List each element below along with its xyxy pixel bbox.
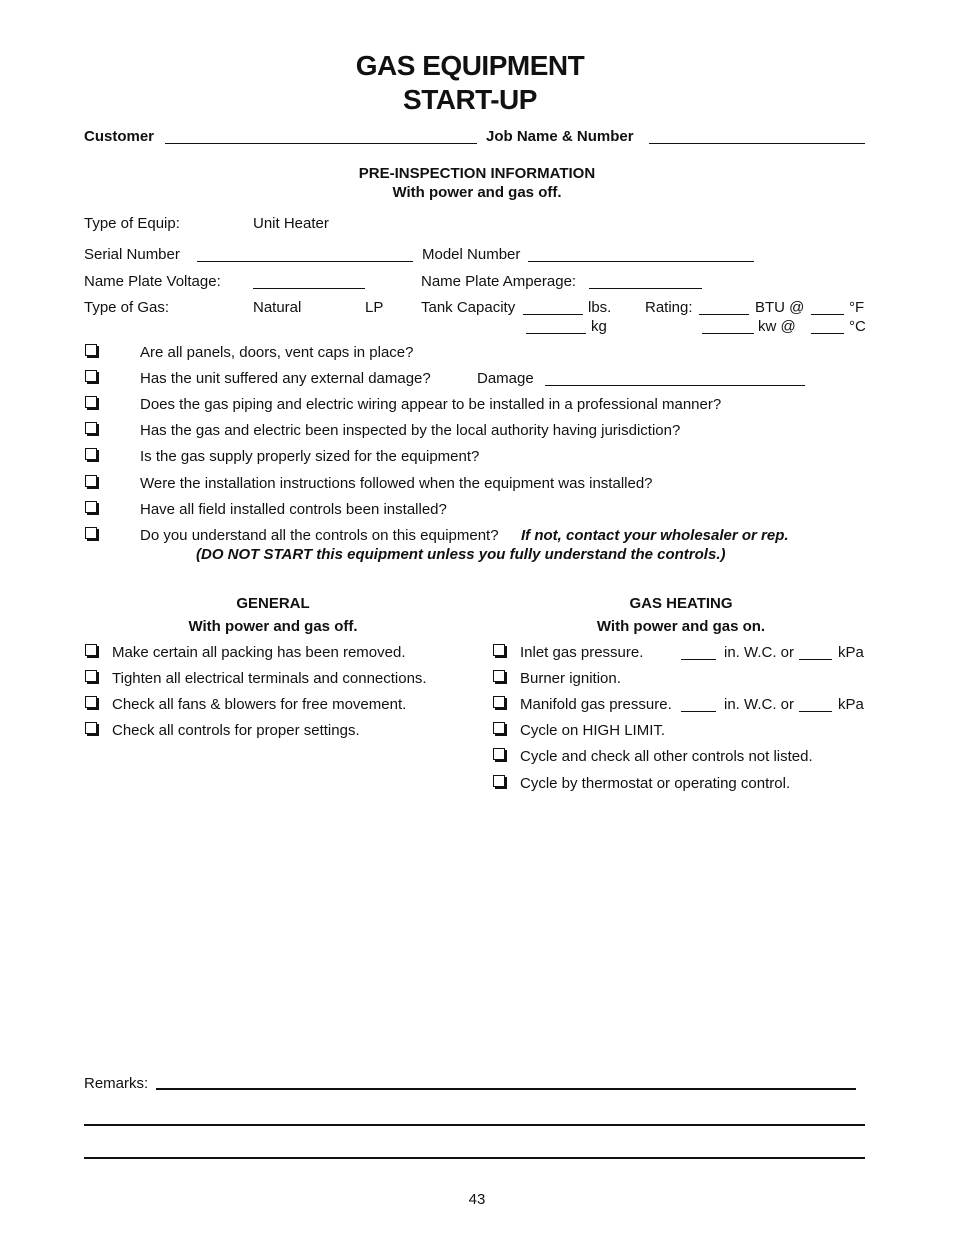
checkbox[interactable] [85, 722, 97, 734]
amperage-field[interactable] [589, 288, 702, 289]
serial-label: Serial Number [84, 246, 180, 263]
checkbox[interactable] [493, 748, 505, 760]
rating-kw-label: kw @ [758, 318, 796, 335]
checkbox[interactable] [85, 527, 97, 539]
type-equip-value: Unit Heater [253, 215, 329, 232]
question-item: Have all field installed controls been installed? [140, 501, 447, 518]
gas-heating-item: Burner ignition. [520, 670, 621, 687]
question-item: Has the unit suffered any external damage? [140, 370, 431, 387]
damage-field[interactable] [545, 385, 805, 386]
checkbox[interactable] [493, 722, 505, 734]
checkbox[interactable] [493, 696, 505, 708]
job-field[interactable] [649, 143, 865, 144]
general-heading: GENERAL [236, 595, 310, 612]
inlet-wc-field[interactable] [681, 659, 716, 660]
checkbox[interactable] [85, 501, 97, 513]
checkbox[interactable] [85, 670, 97, 682]
checkbox[interactable] [493, 670, 505, 682]
checkbox[interactable] [85, 644, 97, 656]
question-item: Has the gas and electric been inspected by the local authority having jurisdiction? [140, 422, 681, 439]
question-item: Does the gas piping and electric wiring appear to be installed in a professional manner? [140, 396, 722, 413]
manifold-kpa-field[interactable] [799, 711, 832, 712]
gas-natural-option[interactable]: Natural [253, 299, 302, 316]
rating-btu-field[interactable] [699, 314, 749, 315]
general-item: Check all fans & blowers for free movement. [112, 696, 407, 713]
serial-field[interactable] [197, 261, 413, 262]
general-item: Make certain all packing has been removed. [112, 644, 406, 661]
manifold-wc-field[interactable] [681, 711, 716, 712]
gas-heating-item: Manifold gas pressure. [520, 696, 672, 713]
checkbox[interactable] [85, 475, 97, 487]
general-item: Tighten all electrical terminals and connections. [112, 670, 427, 687]
job-label: Job Name & Number [486, 128, 634, 145]
rating-kw-field[interactable] [702, 333, 754, 334]
unit-wc: in. W.C. or [724, 696, 795, 713]
question-item: Do you understand all the controls on this equipment? [140, 527, 499, 544]
gas-type-label: Type of Gas: [84, 299, 170, 316]
checkbox[interactable] [85, 448, 97, 460]
question-item: Is the gas supply properly sized for the equipment? [140, 448, 480, 465]
gas-heating-item: Cycle and check all other controls not listed. [520, 748, 813, 765]
remarks-label: Remarks: [84, 1075, 149, 1092]
remarks-field-line-3[interactable] [84, 1157, 865, 1159]
unit-kpa: kPa [838, 644, 864, 661]
unit-celsius: °C [849, 318, 866, 335]
page-title: GAS EQUIPMENT [355, 50, 585, 81]
tank-unit-lbs: lbs. [588, 299, 612, 316]
general-item: Check all controls for proper settings. [112, 722, 360, 739]
unit-fahrenheit: °F [849, 299, 865, 316]
model-label: Model Number [422, 246, 521, 263]
gas-heating-item: Cycle on HIGH LIMIT. [520, 722, 666, 739]
question-item: Were the installation instructions followed when the equipment was installed? [140, 475, 653, 492]
general-subheading: With power and gas off. [188, 618, 358, 635]
remarks-field-line-2[interactable] [84, 1124, 865, 1126]
model-field[interactable] [528, 261, 754, 262]
customer-label: Customer [84, 128, 155, 145]
remarks-field-line-1[interactable] [156, 1088, 856, 1090]
checkbox[interactable] [85, 422, 97, 434]
question-item: Are all panels, doors, vent caps in place? [140, 344, 414, 361]
checkbox[interactable] [85, 396, 97, 408]
warning-note: (DO NOT START this equipment unless you fully understand the controls.) [196, 546, 726, 563]
page-number: 43 [468, 1191, 486, 1208]
gas-heating-item: Cycle by thermostat or operating control. [520, 775, 791, 792]
preinspection-heading: PRE-INSPECTION INFORMATION [358, 165, 596, 182]
type-equip-label: Type of Equip: [84, 215, 180, 232]
page-subtitle: START-UP [403, 84, 537, 115]
rating-btu-label: BTU @ [755, 299, 805, 316]
amperage-label: Name Plate Amperage: [421, 273, 577, 290]
rating-c-field[interactable] [811, 333, 844, 334]
voltage-label: Name Plate Voltage: [84, 273, 221, 290]
checkbox[interactable] [493, 775, 505, 787]
checkbox[interactable] [85, 370, 97, 382]
tank-kg-field[interactable] [526, 333, 586, 334]
checkbox[interactable] [493, 644, 505, 656]
voltage-field[interactable] [253, 288, 365, 289]
gas-heating-item: Inlet gas pressure. [520, 644, 644, 661]
gas-heating-heading: GAS HEATING [629, 595, 733, 612]
damage-label: Damage [477, 370, 534, 387]
inlet-kpa-field[interactable] [799, 659, 832, 660]
checkbox[interactable] [85, 344, 97, 356]
unit-wc: in. W.C. or [724, 644, 795, 661]
rating-f-field[interactable] [811, 314, 844, 315]
tank-label: Tank Capacity [421, 299, 516, 316]
customer-field[interactable] [165, 143, 477, 144]
unit-kpa: kPa [838, 696, 864, 713]
tank-unit-kg: kg [591, 318, 607, 335]
gas-heating-subheading: With power and gas on. [596, 618, 766, 635]
tank-lbs-field[interactable] [523, 314, 583, 315]
checkbox[interactable] [85, 696, 97, 708]
controls-note: If not, contact your wholesaler or rep. [521, 527, 789, 544]
preinspection-subheading: With power and gas off. [392, 184, 562, 201]
rating-label: Rating: [645, 299, 693, 316]
gas-lp-option[interactable]: LP [365, 299, 384, 316]
